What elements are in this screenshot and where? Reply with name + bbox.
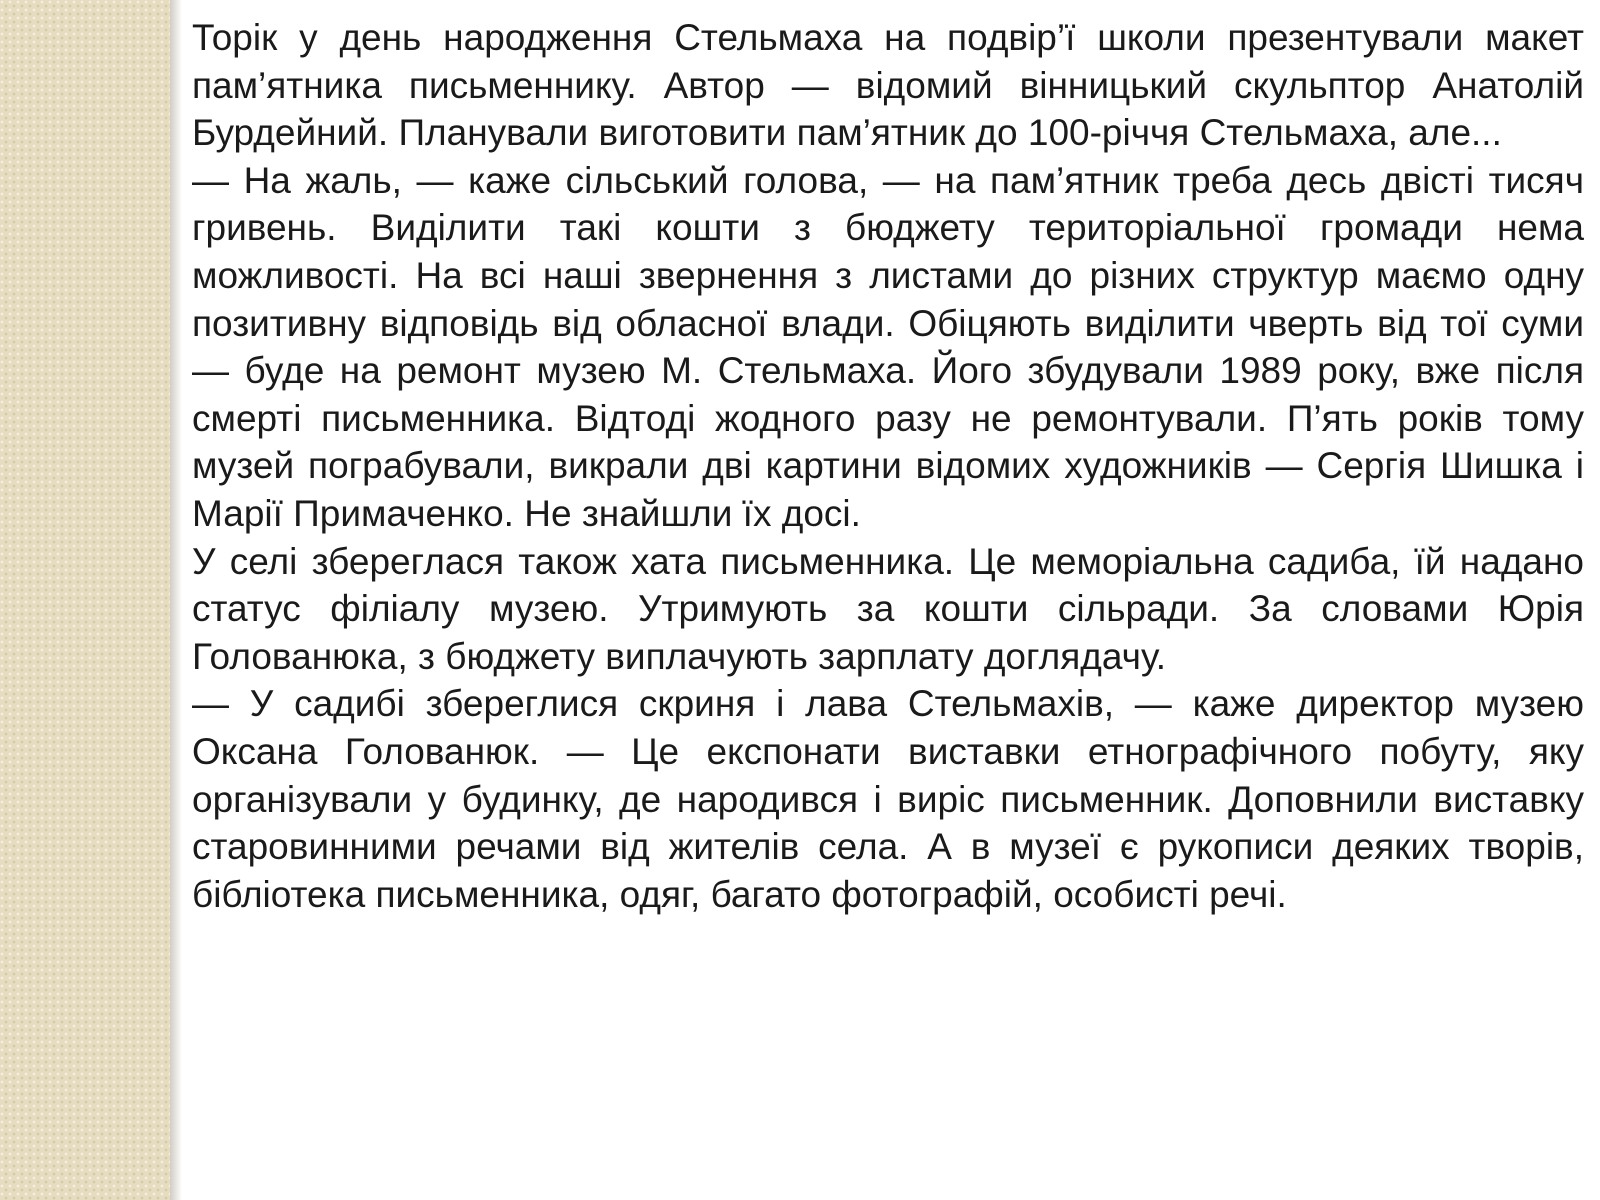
side-band-shadow bbox=[170, 0, 182, 1200]
paragraph-4: — У садибі збереглися скриня і лава Стельмахів, — каже директор музею Оксана Голованюк. — Це експонати виставки етнографічного побуту, яку організували у будинку, де народився і виріс письменник. Доповнили виставку старовинними речами від жителів села. А в музеї є рукописи деяких творів, бібліотека письменника, одяг, багато фотографій, особисті речі. bbox=[192, 683, 1584, 915]
slide-body-text bbox=[192, 14, 1584, 918]
paragraph-2: — На жаль, — каже сільський голова, — на пам’ятник треба десь двісті тисяч гривень. Виділити такі кошти з бюджету територіальної громади нема можливості. На всі наші звернення з листами до різних структур маємо одну позитивну відповідь від обласної влади. Обіцяють виділити чверть від тої суми — буде на ремонт музею М. Стельмаха. Його збудували 1989 року, вже після смерті письменника. Відтоді жодного разу не ремонтували. П’ять років тому музей пограбували, викрали дві картини відомих художників — Сергія Шишка і Марії Примаченко. Не знайшли їх досі. bbox=[192, 159, 1584, 534]
paragraph-3: У селі збереглася також хата письменника. Це меморіальна садиба, їй надано статус філіалу музею. Утримують за кошти сільради. За словами Юрія Голованюка, з бюджету виплачують зарплату доглядачу. bbox=[192, 540, 1584, 677]
paragraph-1: Торік у день народження Стельмаха на подвір’ї школи презентували макет пам’ятника письменнику. Автор — відомий вінницький скульптор Анатолій Бурдейний. Планували виготовити пам’ятник до 100-річчя Стельмаха, але... bbox=[192, 17, 1584, 154]
decorative-side-band bbox=[0, 0, 170, 1200]
